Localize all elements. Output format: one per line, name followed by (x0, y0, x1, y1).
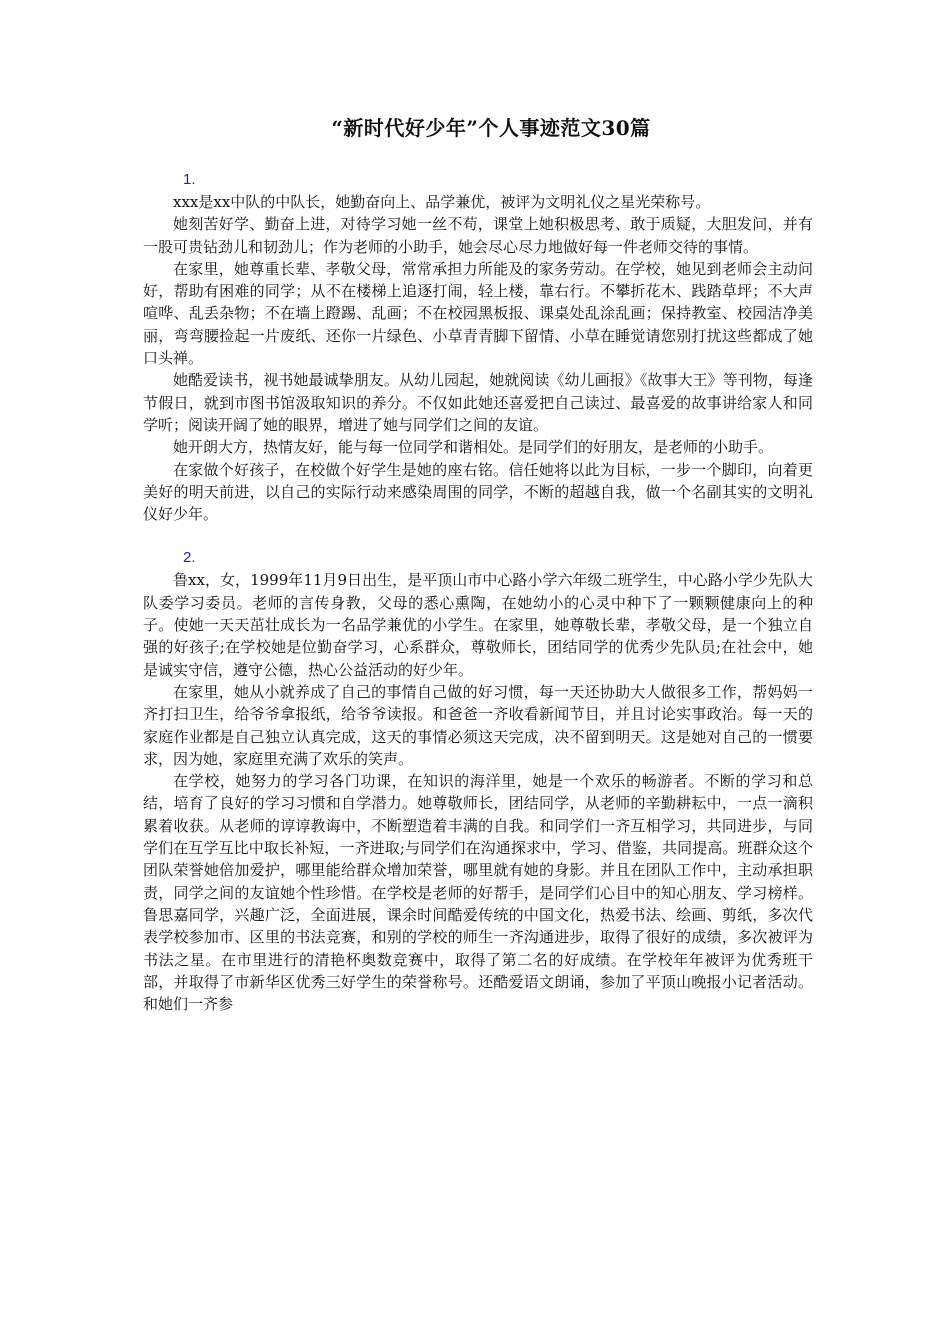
paragraph: 在家里，她从小就养成了自己的事情自己做的好习惯，每一天还协助大人做很多工作，帮妈妈一齐打扫卫生，给爷爷拿报纸，给爷爷读报。和爸爸一齐收看新闻节目，并且讨论实事政治。每一天的家庭作业都是自己独立认真完成，这天的事情必须这天完成，决不留到明天。这是她对自己的一惯要求，因为她，家庭里充满了欢乐的笑声。 (143, 682, 813, 768)
paragraph: 她酷爱读书，视书她最诚挚朋友。从幼儿园起，她就阅读《幼儿画报》《故事大王》等刊物，每逢节假日，就到市图书馆汲取知识的养分。不仅如此她还喜爱把自己读过、最喜爱的故事讲给家人和同学听；阅读开阔了她的眼界，增进了她与同学们之间的友谊。 (143, 371, 813, 434)
document-page (143, 112, 813, 1015)
section-number: 1. (183, 171, 196, 188)
paragraph: 鲁xx，女，1999年11月9日出生，是平顶山市中心路小学六年级二班学生，中心路小学少先队大队委学习委员。老师的言传身教，父母的悉心熏陶，在她幼小的心灵中种下了一颗颗健康向上的种子。使她一天天茁壮成长为一名品学兼优的小学生。在家里，她尊敬长辈，孝敬父母，是一个独立自强的好孩子;在学校她是位勤奋学习，心系群众，尊敬师长，团结同学的优秀少先队员;在社会中，她是诚实守信，遵守公德，热心公益活动的好少年。 (143, 571, 813, 679)
section-number: 2. (183, 549, 196, 567)
paragraph: 在学校，她努力的学习各门功课，在知识的海洋里，她是一个欢乐的畅游者。不断的学习和总结，培育了良好的学习习惯和自学潜力。她尊敬师长，团结同学，从老师的辛勤耕耘中，一点一滴积累着收获。从老师的谆谆教诲中，不断塑造着丰满的自我。和同学们一齐互相学习，共同进步，与同学们在互学互比中取长补短，一齐进取;与同学们在沟通探求中，学习、借鉴，共同提高。班群众这个团队荣誉她倍加爱护，哪里能给群众增加荣誉，哪里就有她的身影。并且在团队工作中，主动承担职责，同学之间的友谊她个性珍惜。在学校是老师的好帮手，是同学们心目中的知心朋友、学习榜样。鲁思嘉同学，兴趣广泛，全面进展，课余时间酷爱传统的中国文化，热爱书法、绘画、剪纸，多次代表学校参加市、区里的书法竞赛，和别的学校的师生一齐沟通进步，取得了很好的成绩，多次被评为书法之星。在市里进行的清艳杯奥数竞赛中，取得了第二名的好成绩。在学校年年被评为优秀班干部，并取得了市新华区优秀三好学生的荣誉称号。还酷爱语文朗诵，参加了平顶山晚报小记者活动。和她们一齐参 (143, 772, 813, 1014)
section-spacer (143, 525, 813, 547)
paragraph: 她开朗大方，热情友好，能与每一位同学和谐相处。是同学们的好朋友，是老师的小助手。 (173, 438, 774, 457)
paragraph: 在家里，她尊重长辈、孝敬父母，常常承担力所能及的家务劳动。在学校，她见到老师会主动问好，帮助有困难的同学；从不在楼梯上追逐打闹，轻上楼，靠右行。不攀折花木、践踏草坪；不大声喧哗、乱丢杂物；不在墙上蹬踢、乱画；不在校园黑板报、课桌处乱涂乱画；保持教室、校园洁净美丽，弯弯腰捡起一片废纸、还你一片绿色、小草青青脚下留情、小草在睡觉请您别打扰这些都成了她口头禅。 (143, 259, 813, 368)
section-1 (143, 169, 813, 525)
paragraph: 她刻苦好学、勤奋上进，对待学习她一丝不苟，课堂上她积极思考、敢于质疑，大胆发问，并有一股可贵钻劲儿和韧劲儿；作为老师的小助手，她会尽心尽力地做好每一件老师交待的事情。 (143, 215, 813, 256)
paragraph: 在家做个好孩子，在校做个好学生是她的座右铭。信任她将以此为目标，一步一个脚印，向着更美好的明天前进，以自己的实际行动来感染周围的同学，不断的超越自我，做一个名副其实的文明礼仪好少年。 (143, 460, 813, 524)
paragraph: xxx是xx中队的中队长，她勤奋向上、品学兼优，被评为文明礼仪之星光荣称号。 (173, 193, 711, 211)
section-2 (143, 547, 813, 1015)
document-title: “新时代好少年”个人事迹范文30篇 (331, 116, 651, 140)
